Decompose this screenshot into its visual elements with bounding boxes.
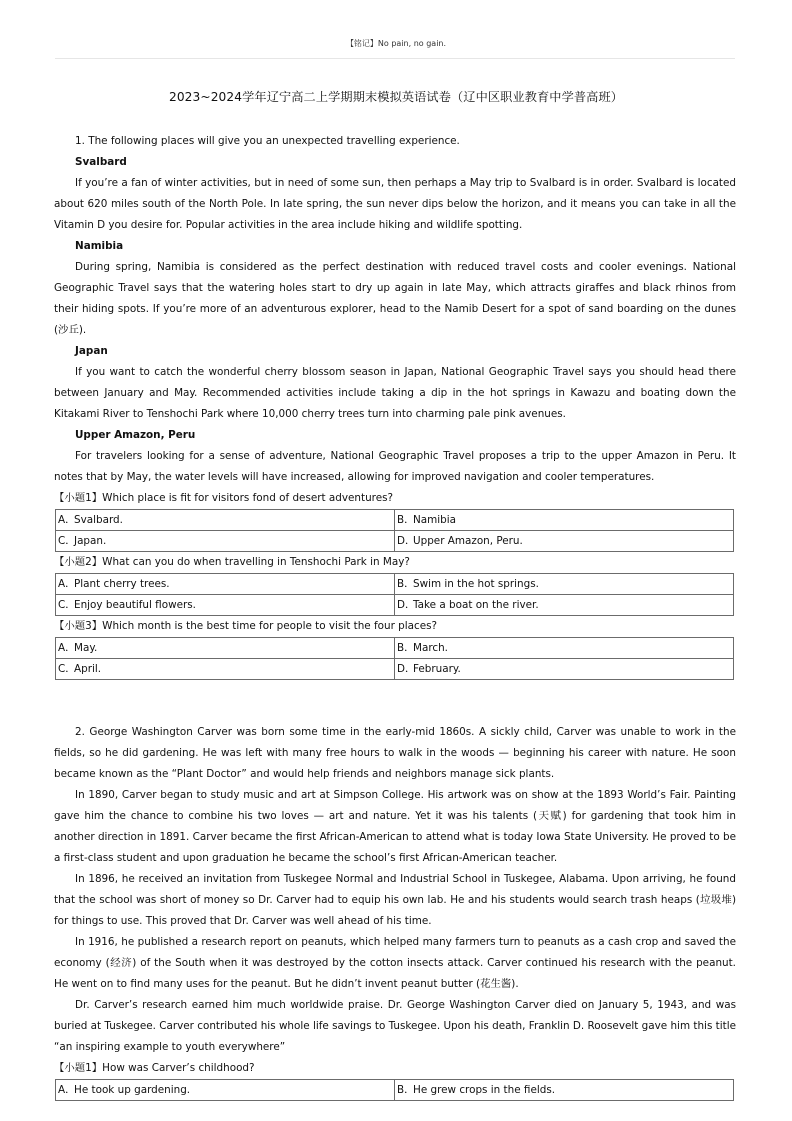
option-letter: A． <box>58 642 76 654</box>
option-text: He took up gardening. <box>74 1084 191 1096</box>
passage2-paragraph: In 1896, he received an invitation from Tuskegee Normal and Industrial School in Tuskegee, Alabama. Upon arriving, he found that the school was short of money so Dr. Carver had to equip his own lab. He and his students would search trash heaps (垃圾堆) for things to use. This proved that Dr. Carver was well ahead of his time. <box>54 873 736 927</box>
option-text: February. <box>413 663 461 675</box>
section-text: During spring, Namibia is considered as the perfect destination with reduced travel costs and cooler evenings. National Geographic Travel says that the watering holes start to dry up again in late May, which attracts giraffes and black rhinos from their hiding spots. If you’re more of an adventurous explorer, head to the Namib Desert for a spot of sand boarding on the dunes (沙丘). <box>54 261 736 336</box>
section-heading: Upper Amazon, Peru <box>75 429 196 441</box>
option-text: He grew crops in the fields. <box>413 1084 556 1096</box>
option-b[interactable] <box>395 510 734 531</box>
passage2-paragraph: In 1890, Carver began to study music and art at Simpson College. His artwork was on show at the 1893 World’s Fair. Painting gave him the chance to combine his two loves — art and nature. Yet it was his talents (天赋) for gardening that took him in another direction in 1891. Carver became the first African-American to attend what is today Iowa State University. He proved to be a first-class student and upon graduation he became the school’s first African-American teacher. <box>54 789 736 864</box>
option-text: Namibia <box>413 514 456 526</box>
option-letter: C． <box>58 535 76 547</box>
section-text: For travelers looking for a sense of adventure, National Geographic Travel proposes a trip to the upper Amazon in Peru. It notes that by May, the water levels will have increased, allowing for improved navigation and cooler temperatures. <box>54 450 736 483</box>
passage2-paragraph: 2. George Washington Carver was born some time in the early-mid 1860s. A sickly child, Carver was unable to work in the fields, so he did gardening. He was left with many free hours to walk in the woods — beginning his career with nature. He soon became known as the “Plant Doctor” and would help friends and neighbors manage sick plants. <box>54 726 736 780</box>
option-letter: D． <box>397 663 416 675</box>
option-text: March. <box>413 642 448 654</box>
header-divider <box>55 58 735 59</box>
option-d[interactable] <box>395 595 734 616</box>
option-letter: D． <box>397 599 416 611</box>
section-text: If you want to catch the wonderful cherry blossom season in Japan, National Geographic Travel says you should head there between January and May. Recommended activities include taking a dip in the hot springs in Kawazu and boating down the Kitakami River to Tenshochi Park where 10,000 cherry trees turn into charming pale pink avenues. <box>54 366 736 420</box>
option-text: Plant cherry trees. <box>74 578 170 590</box>
options-table <box>55 1079 734 1101</box>
option-letter: C． <box>58 663 76 675</box>
section-heading: Svalbard <box>75 156 127 168</box>
option-letter: A． <box>58 514 76 526</box>
option-c[interactable] <box>56 659 395 680</box>
passage2-paragraph: In 1916, he published a research report on peanuts, which helped many farmers turn to peanuts as a cash crop and saved the economy (经济) of the South when it was destroyed by the cotton insects attack. Carver continued his research with the peanut. He went on to find many uses for the peanut. But he didn’t invent peanut butter (花生酱). <box>54 936 736 990</box>
options-table <box>55 573 734 616</box>
option-letter: D． <box>397 535 416 547</box>
option-d[interactable] <box>395 531 734 552</box>
option-text: Svalbard. <box>74 514 123 526</box>
option-letter: A． <box>58 578 76 590</box>
option-text: May. <box>74 642 98 654</box>
option-c[interactable] <box>56 531 395 552</box>
section-heading: Namibia <box>75 240 124 252</box>
options-table <box>55 637 734 680</box>
question-stem: 【小题3】Which month is the best time for people to visit the four places? <box>54 620 438 632</box>
option-text: Upper Amazon, Peru. <box>413 535 523 547</box>
option-letter: B． <box>397 642 415 654</box>
section-text: If you’re a fan of winter activities, but in need of some sun, then perhaps a May trip to Svalbard is in order. Svalbard is located about 620 miles south of the North Pole. In late spring, the sun never dips below the horizon, and it means you can take in all the Vitamin D you desire for. Popular activities in the area include hiking and wildlife spotting. <box>54 177 736 231</box>
option-a[interactable] <box>56 1080 395 1101</box>
option-c[interactable] <box>56 595 395 616</box>
option-a[interactable] <box>56 510 395 531</box>
option-a[interactable] <box>56 638 395 659</box>
page-header: 【铭记】No pain, no gain. <box>345 39 447 48</box>
option-text: Japan. <box>74 535 107 547</box>
option-a[interactable] <box>56 574 395 595</box>
options-table <box>55 509 734 552</box>
option-letter: B． <box>397 578 415 590</box>
question-stem: 【小题2】What can you do when travelling in Tenshochi Park in May? <box>54 556 410 568</box>
option-b[interactable] <box>395 638 734 659</box>
passage-gap <box>54 701 736 722</box>
option-text: Take a boat on the river. <box>413 599 539 611</box>
option-d[interactable] <box>395 659 734 680</box>
option-letter: A． <box>58 1084 76 1096</box>
section-heading: Japan <box>75 345 108 357</box>
option-text: Enjoy beautiful flowers. <box>74 599 196 611</box>
question-stem: 【小题1】How was Carver’s childhood? <box>54 1062 255 1074</box>
passage2-paragraph: Dr. Carver’s research earned him much worldwide praise. Dr. George Washington Carver died on January 5, 1943, and was buried at Tuskegee. Carver contributed his whole life savings to Tuskegee. Upon his death, Franklin D. Roosevelt gave him this title “an inspiring example to youth everywhere” <box>54 999 736 1053</box>
question-stem: 【小题1】Which place is fit for visitors fond of desert adventures? <box>54 492 394 504</box>
option-letter: C． <box>58 599 76 611</box>
option-b[interactable] <box>395 1080 734 1101</box>
option-b[interactable] <box>395 574 734 595</box>
exam-title: 2023~2024学年辽宁高二上学期期末模拟英语试卷（辽中区职业教育中学普高班） <box>168 90 624 104</box>
passage-gap <box>54 680 736 701</box>
passage1-intro: 1. The following places will give you an unexpected travelling experience. <box>75 135 460 147</box>
option-text: Swim in the hot springs. <box>413 578 539 590</box>
option-text: April. <box>74 663 102 675</box>
option-letter: B． <box>397 1084 415 1096</box>
option-letter: B． <box>397 514 415 526</box>
exam-content <box>54 131 736 1101</box>
